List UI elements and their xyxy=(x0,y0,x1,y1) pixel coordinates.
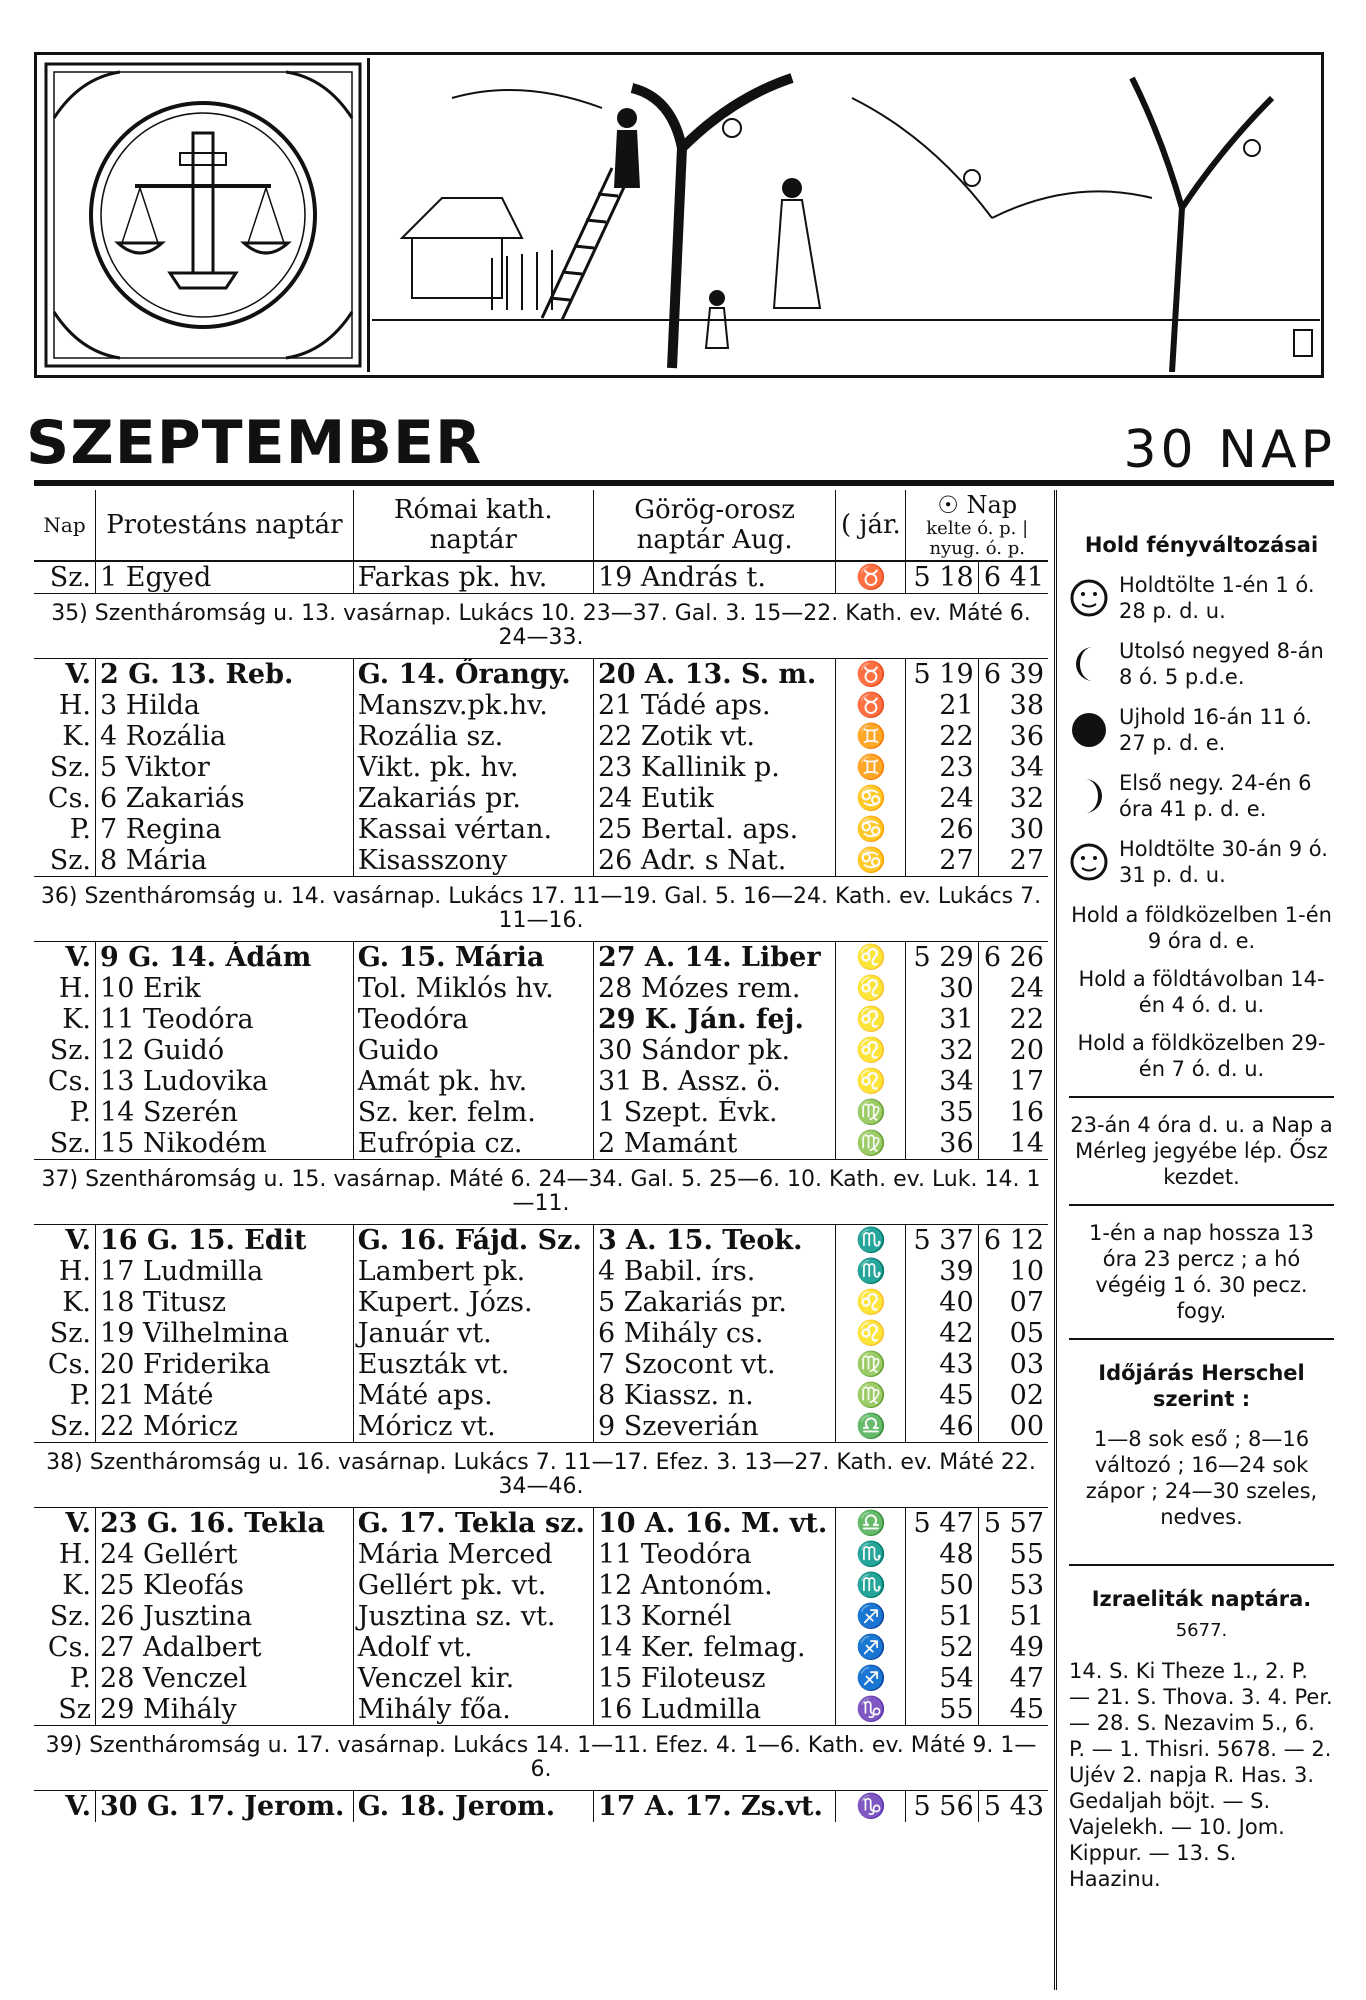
sunrise: 24 xyxy=(906,783,978,814)
weekday: P. xyxy=(69,1380,92,1411)
sunset: 6 41 xyxy=(978,561,1048,594)
sunset: 5 57 xyxy=(978,1508,1048,1540)
protestant-name: 20 Friderika xyxy=(96,1349,354,1380)
day-row xyxy=(34,721,1048,752)
catholic-name: Euszták vt. xyxy=(353,1349,593,1380)
month-title: SZEPTEMBER xyxy=(26,408,483,478)
day-row xyxy=(34,1570,1048,1601)
catholic-name: Sz. ker. felm. xyxy=(353,1097,593,1128)
protestant-name: 15 Nikodém xyxy=(96,1128,354,1160)
weekday: V. xyxy=(65,1791,92,1822)
sunrise: 5 37 xyxy=(906,1225,978,1257)
col-romai: Római kath. naptár xyxy=(353,490,593,561)
weekday: Cs. xyxy=(47,1349,92,1380)
day-row xyxy=(34,659,1048,691)
catholic-name: Január vt. xyxy=(353,1318,593,1349)
weekday: K. xyxy=(62,1287,92,1318)
catholic-name: Lambert pk. xyxy=(353,1256,593,1287)
catholic-name: G. 16. Fájd. Sz. xyxy=(353,1225,593,1257)
zodiac-sign: ♌ xyxy=(836,1318,906,1349)
sunrise: 22 xyxy=(906,721,978,752)
table-header xyxy=(34,490,1048,561)
zodiac-sign: ♉ xyxy=(836,659,906,691)
protestant-name: 22 Móricz xyxy=(96,1411,354,1443)
moon-phase-text: Első negy. 24-én 6 óra 41 p. d. e. xyxy=(1119,771,1312,821)
sunset: 32 xyxy=(978,783,1048,814)
protestant-name: 28 Venczel xyxy=(96,1663,354,1694)
weekday: P. xyxy=(69,1097,92,1128)
zodiac-sign: ♑ xyxy=(836,1694,906,1726)
sunset: 17 xyxy=(978,1066,1048,1097)
scripture-note xyxy=(34,1726,1048,1791)
day-row xyxy=(34,1791,1048,1823)
sunrise: 23 xyxy=(906,752,978,783)
zodiac-sign: ♉ xyxy=(836,561,906,594)
sunrise: 5 18 xyxy=(906,561,978,594)
catholic-name: Farkas pk. hv. xyxy=(353,561,593,594)
catholic-name: Eufrópia cz. xyxy=(353,1128,593,1160)
weekday: Cs. xyxy=(47,1632,92,1663)
protestant-name: 17 Ludmilla xyxy=(96,1256,354,1287)
zodiac-sign: ♉ xyxy=(836,690,906,721)
day-row xyxy=(34,1318,1048,1349)
sunrise: 5 19 xyxy=(906,659,978,691)
sunrise: 46 xyxy=(906,1411,978,1443)
col-nap-sun: ☉ Nap kelte ó. p. | nyug. ó. p. xyxy=(906,490,1048,561)
protestant-name: 13 Ludovika xyxy=(96,1066,354,1097)
sunset: 47 xyxy=(978,1663,1048,1694)
catholic-name: Mária Merced xyxy=(353,1539,593,1570)
weekday: Sz. xyxy=(49,845,92,876)
orthodox-name: 4 Babil. írs. xyxy=(593,1256,835,1287)
apogee: Hold a földtávolban 14-én 4 ó. d. u. xyxy=(1078,967,1325,1017)
day-row xyxy=(34,973,1048,1004)
orthodox-name: 10 A. 16. M. vt. xyxy=(593,1508,835,1540)
israelite-year: 5677. xyxy=(1175,1620,1228,1641)
protestant-name: 24 Gellért xyxy=(96,1539,354,1570)
col-kelte: kelte ó. p. xyxy=(926,518,1017,539)
day-row xyxy=(34,1349,1048,1380)
day-row xyxy=(34,690,1048,721)
scripture-note-text: 39) Szentháromság u. 17. vasárnap. Lukács 14. 1—11. Efez. 4. 1—6. Kath. ev. Máté 9. 1—6. xyxy=(34,1726,1048,1791)
catholic-name: Kupert. Józs. xyxy=(353,1287,593,1318)
sunrise: 45 xyxy=(906,1380,978,1411)
sunset: 6 26 xyxy=(978,942,1048,974)
orthodox-name: 31 B. Assz. ö. xyxy=(593,1066,835,1097)
protestant-name: 4 Rozália xyxy=(96,721,354,752)
full-moon-icon xyxy=(1069,578,1109,618)
sunrise: 5 29 xyxy=(906,942,978,974)
orthodox-name: 22 Zotik vt. xyxy=(593,721,835,752)
sunrise: 43 xyxy=(906,1349,978,1380)
weekday: Sz. xyxy=(49,1318,92,1349)
orthodox-name: 19 András t. xyxy=(593,561,835,594)
last-quarter-icon xyxy=(1069,644,1109,684)
protestant-name: 12 Guidó xyxy=(96,1035,354,1066)
weekday: V. xyxy=(65,659,92,690)
day-row xyxy=(34,1411,1048,1443)
catholic-name: Guido xyxy=(353,1035,593,1066)
day-row xyxy=(34,1663,1048,1694)
orthodox-name: 5 Zakariás pr. xyxy=(593,1287,835,1318)
protestant-name: 11 Teodóra xyxy=(96,1004,354,1035)
orthodox-name: 3 A. 15. Teok. xyxy=(593,1225,835,1257)
weekday: Sz. xyxy=(49,1035,92,1066)
catholic-name: Teodóra xyxy=(353,1004,593,1035)
day-row xyxy=(34,814,1048,845)
perigee-1: Hold a földközelben 1-én 9 óra d. e. xyxy=(1071,903,1332,953)
moon-phase-text: Ujhold 16-án 11 ó. 27 p. d. e. xyxy=(1119,705,1312,755)
orthodox-name: 30 Sándor pk. xyxy=(593,1035,835,1066)
sunset: 20 xyxy=(978,1035,1048,1066)
protestant-name: 29 Mihály xyxy=(96,1694,354,1726)
weekday: P. xyxy=(69,1663,92,1694)
divider xyxy=(1069,1338,1334,1340)
weekday: Sz. xyxy=(49,1601,92,1632)
protestant-name: 3 Hilda xyxy=(96,690,354,721)
sunrise: 35 xyxy=(906,1097,978,1128)
catholic-name: Kisasszony xyxy=(353,845,593,877)
israelite-calendar-title: Izraeliták naptára. xyxy=(1091,1587,1312,1611)
full-moon-icon xyxy=(1069,842,1109,882)
weekday: H. xyxy=(58,690,92,721)
day-row xyxy=(34,561,1048,594)
weekday: V. xyxy=(65,1508,92,1539)
catholic-name: Kassai vértan. xyxy=(353,814,593,845)
zodiac-sign: ♌ xyxy=(836,942,906,974)
moon-phase-text: Holdtölte 30-án 9 ó. 31 p. d. u. xyxy=(1119,837,1328,887)
day-row xyxy=(34,752,1048,783)
zodiac-sign: ♌ xyxy=(836,1004,906,1035)
weekday: K. xyxy=(62,1004,92,1035)
scripture-note-text: 35) Szentháromság u. 13. vasárnap. Lukács 10. 23—37. Gal. 3. 15—22. Kath. ev. Máté 6. 24—33. xyxy=(34,594,1048,659)
weekday: Sz. xyxy=(49,1411,92,1442)
orthodox-name: 25 Bertal. aps. xyxy=(593,814,835,845)
weekday: H. xyxy=(58,973,92,1004)
day-row xyxy=(34,1694,1048,1726)
sunrise: 48 xyxy=(906,1539,978,1570)
zodiac-sign: ♋ xyxy=(836,783,906,814)
catholic-name: Zakariás pr. xyxy=(353,783,593,814)
zodiac-sign: ♌ xyxy=(836,1035,906,1066)
orthodox-name: 20 A. 13. S. m. xyxy=(593,659,835,691)
day-row xyxy=(34,783,1048,814)
sunset: 14 xyxy=(978,1128,1048,1160)
orthodox-name: 12 Antonóm. xyxy=(593,1570,835,1601)
sunset: 03 xyxy=(978,1349,1048,1380)
zodiac-sign: ♏ xyxy=(836,1225,906,1257)
orthodox-name: 17 A. 17. Zs.vt. xyxy=(593,1791,835,1823)
protestant-name: 19 Vilhelmina xyxy=(96,1318,354,1349)
sunset: 5 43 xyxy=(978,1791,1048,1823)
zodiac-sign: ♍ xyxy=(836,1097,906,1128)
col-nap: Nap xyxy=(34,490,96,561)
sunset: 36 xyxy=(978,721,1048,752)
zodiac-sign: ♌ xyxy=(836,1066,906,1097)
weekday: Cs. xyxy=(47,1066,92,1097)
day-row xyxy=(34,942,1048,974)
sunset: 16 xyxy=(978,1097,1048,1128)
catholic-name: Manszv.pk.hv. xyxy=(353,690,593,721)
sunrise: 40 xyxy=(906,1287,978,1318)
weekday: H. xyxy=(58,1539,92,1570)
day-row xyxy=(34,1287,1048,1318)
sunrise: 36 xyxy=(906,1128,978,1160)
protestant-name: 27 Adalbert xyxy=(96,1632,354,1663)
sunset: 38 xyxy=(978,690,1048,721)
orthodox-name: 2 Mamánt xyxy=(593,1128,835,1160)
weekday: K. xyxy=(62,721,92,752)
orthodox-name: 26 Adr. s Nat. xyxy=(593,845,835,877)
weekday: Cs. xyxy=(47,783,92,814)
weekday: V. xyxy=(65,942,92,973)
orthodox-name: 23 Kallinik p. xyxy=(593,752,835,783)
zodiac-sign: ♐ xyxy=(836,1601,906,1632)
col-nyug: nyug. ó. p. xyxy=(929,538,1025,559)
moon-phase-item xyxy=(1069,836,1334,888)
sunset: 07 xyxy=(978,1287,1048,1318)
perigee-2: Hold a földközelben 29-én 7 ó. d. u. xyxy=(1077,1031,1326,1081)
weekday: P. xyxy=(69,814,92,845)
zodiac-sign: ♑ xyxy=(836,1791,906,1823)
day-row xyxy=(34,1601,1048,1632)
zodiac-sign: ♊ xyxy=(836,721,906,752)
sunset: 30 xyxy=(978,814,1048,845)
sunrise: 34 xyxy=(906,1066,978,1097)
orthodox-name: 7 Szocont vt. xyxy=(593,1349,835,1380)
zodiac-sign: ♋ xyxy=(836,814,906,845)
zodiac-sign: ♎ xyxy=(836,1411,906,1443)
sunset: 00 xyxy=(978,1411,1048,1443)
catholic-name: Vikt. pk. hv. xyxy=(353,752,593,783)
first-quarter-icon xyxy=(1069,776,1109,816)
harvest-scene-illustration xyxy=(372,58,1320,372)
catholic-name: Jusztina sz. vt. xyxy=(353,1601,593,1632)
title-rule xyxy=(34,480,1334,486)
sunset: 6 12 xyxy=(978,1225,1048,1257)
day-row xyxy=(34,845,1048,877)
zodiac-sign: ♏ xyxy=(836,1539,906,1570)
zodiac-sign: ♏ xyxy=(836,1570,906,1601)
day-row xyxy=(34,1539,1048,1570)
protestant-name: 16 G. 15. Edit xyxy=(96,1225,354,1257)
side-panel xyxy=(1054,490,1334,1990)
catholic-name: G. 17. Tekla sz. xyxy=(353,1508,593,1540)
protestant-name: 14 Szerén xyxy=(96,1097,354,1128)
sunrise: 39 xyxy=(906,1256,978,1287)
sunset: 10 xyxy=(978,1256,1048,1287)
scripture-note-text: 36) Szentháromság u. 14. vasárnap. Lukács 17. 11—19. Gal. 5. 16—24. Kath. ev. Lukács 7. 11—16. xyxy=(34,877,1048,942)
orthodox-name: 11 Teodóra xyxy=(593,1539,835,1570)
sunrise: 32 xyxy=(906,1035,978,1066)
protestant-name: 18 Titusz xyxy=(96,1287,354,1318)
catholic-name: Amát pk. hv. xyxy=(353,1066,593,1097)
day-length-note: 1-én a nap hossza 13 óra 23 percz ; a hó végéig 1 ó. 30 pecz. fogy. xyxy=(1089,1221,1314,1323)
sunset: 34 xyxy=(978,752,1048,783)
orthodox-name: 16 Ludmilla xyxy=(593,1694,835,1726)
moon-phase-item xyxy=(1069,704,1334,756)
zodiac-sign: ♍ xyxy=(836,1128,906,1160)
protestant-name: 2 G. 13. Reb. xyxy=(96,659,354,691)
sunset: 02 xyxy=(978,1380,1048,1411)
sunrise: 52 xyxy=(906,1632,978,1663)
scripture-note xyxy=(34,1443,1048,1508)
protestant-name: 8 Mária xyxy=(96,845,354,877)
sunrise: 55 xyxy=(906,1694,978,1726)
weekday: Sz. xyxy=(49,752,92,783)
weather-title: Időjárás Herschel szerint : xyxy=(1098,1361,1305,1411)
sunrise: 27 xyxy=(906,845,978,877)
protestant-name: 21 Máté xyxy=(96,1380,354,1411)
zodiac-sign: ♍ xyxy=(836,1380,906,1411)
moon-phases-title: Hold fényváltozásai xyxy=(1084,533,1319,557)
divider xyxy=(1069,1096,1334,1098)
zodiac-sign: ♐ xyxy=(836,1663,906,1694)
moon-phase-item xyxy=(1069,770,1334,822)
orthodox-name: 9 Szeverián xyxy=(593,1411,835,1443)
zodiac-sign: ♏ xyxy=(836,1256,906,1287)
equinox-note: 23-án 4 óra d. u. a Nap a Mérleg jegyébe lép. Ősz kezdet. xyxy=(1070,1113,1333,1189)
calendar-table xyxy=(34,490,1048,1822)
sunrise: 50 xyxy=(906,1570,978,1601)
orthodox-name: 15 Filoteusz xyxy=(593,1663,835,1694)
moon-phase-item xyxy=(1069,572,1334,624)
scripture-note-text: 38) Szentháromság u. 16. vasárnap. Lukács 7. 11—17. Efez. 3. 13—27. Kath. ev. Máté 22. 34—46. xyxy=(34,1443,1048,1508)
protestant-name: 23 G. 16. Tekla xyxy=(96,1508,354,1540)
moon-phase-text: Utolsó negyed 8-án 8 ó. 5 p.d.e. xyxy=(1119,639,1324,689)
catholic-name: Adolf vt. xyxy=(353,1632,593,1663)
weekday: Sz. xyxy=(49,562,92,593)
zodiac-sign: ♊ xyxy=(836,752,906,783)
divider xyxy=(1069,1564,1334,1566)
day-row xyxy=(34,1004,1048,1035)
scripture-note-text: 37) Szentháromság u. 15. vasárnap. Máté 6. 24—34. Gal. 5. 25—6. 10. Kath. ev. Luk. 14. 1—11. xyxy=(34,1160,1048,1225)
day-row xyxy=(34,1508,1048,1540)
sunrise: 26 xyxy=(906,814,978,845)
moon-phase-text: Holdtölte 1-én 1 ó. 28 p. d. u. xyxy=(1119,573,1315,623)
orthodox-name: 6 Mihály cs. xyxy=(593,1318,835,1349)
catholic-name: Mihály főa. xyxy=(353,1694,593,1726)
day-row xyxy=(34,1128,1048,1160)
catholic-name: G. 18. Jerom. xyxy=(353,1791,593,1823)
zodiac-sign: ♋ xyxy=(836,845,906,877)
orthodox-name: 21 Tádé aps. xyxy=(593,690,835,721)
protestant-name: 1 Egyed xyxy=(96,561,354,594)
sunset: 27 xyxy=(978,845,1048,877)
col-gorog: Görög-orosz naptár Aug. xyxy=(593,490,835,561)
sunset: 05 xyxy=(978,1318,1048,1349)
day-row xyxy=(34,1256,1048,1287)
weekday: K. xyxy=(62,1570,92,1601)
orthodox-name: 13 Kornél xyxy=(593,1601,835,1632)
catholic-name: Móricz vt. xyxy=(353,1411,593,1443)
zodiac-sign: ♎ xyxy=(836,1508,906,1540)
sunrise: 5 47 xyxy=(906,1508,978,1540)
day-row xyxy=(34,1035,1048,1066)
sunrise: 5 56 xyxy=(906,1791,978,1823)
scripture-note xyxy=(34,1160,1048,1225)
sunset: 55 xyxy=(978,1539,1048,1570)
protestant-name: 26 Jusztina xyxy=(96,1601,354,1632)
catholic-name: Gellért pk. vt. xyxy=(353,1570,593,1601)
orthodox-name: 29 K. Ján. fej. xyxy=(593,1004,835,1035)
orthodox-name: 27 A. 14. Liber xyxy=(593,942,835,974)
divider xyxy=(1069,1204,1334,1206)
day-row xyxy=(34,1225,1048,1257)
orthodox-name: 24 Eutik xyxy=(593,783,835,814)
orthodox-name: 28 Mózes rem. xyxy=(593,973,835,1004)
zodiac-sign: ♍ xyxy=(836,1349,906,1380)
scripture-note xyxy=(34,877,1048,942)
protestant-name: 7 Regina xyxy=(96,814,354,845)
day-row xyxy=(34,1066,1048,1097)
day-row xyxy=(34,1097,1048,1128)
new-moon-icon xyxy=(1069,710,1109,750)
zodiac-sign: ♌ xyxy=(836,973,906,1004)
protestant-name: 9 G. 14. Ádám xyxy=(96,942,354,974)
catholic-name: Venczel kir. xyxy=(353,1663,593,1694)
day-row xyxy=(34,1380,1048,1411)
sunset: 24 xyxy=(978,973,1048,1004)
sunset: 22 xyxy=(978,1004,1048,1035)
day-count: 30 NAP xyxy=(1123,420,1336,480)
catholic-name: G. 15. Mária xyxy=(353,942,593,974)
col-protestans: Protestáns naptár xyxy=(96,490,354,561)
sunrise: 21 xyxy=(906,690,978,721)
catholic-name: Máté aps. xyxy=(353,1380,593,1411)
sunrise: 30 xyxy=(906,973,978,1004)
scripture-note xyxy=(34,594,1048,659)
zodiac-sign: ♐ xyxy=(836,1632,906,1663)
libra-emblem xyxy=(40,58,370,372)
moon-phase-item xyxy=(1069,638,1334,690)
sun-label: ☉ Nap xyxy=(937,491,1018,519)
catholic-name: Rozália sz. xyxy=(353,721,593,752)
orthodox-name: 14 Ker. felmag. xyxy=(593,1632,835,1663)
weather-text: 1—8 sok eső ; 8—16 változó ; 16—24 sok zápor ; 24—30 szeles, nedves. xyxy=(1085,1427,1318,1529)
protestant-name: 6 Zakariás xyxy=(96,783,354,814)
sunset: 45 xyxy=(978,1694,1048,1726)
orthodox-name: 1 Szept. Évk. xyxy=(593,1097,835,1128)
israelite-calendar-text: 14. S. Ki Theze 1., 2. P. — 21. S. Thova. 3. 4. Per. — 28. S. Nezavim 5., 6. P. — 1. Thisri. 5678. — 2. Ujév 2. napja R. Has. 3. Gedaljah böjt. — S. Vajelekh. — 10. Jom. Kippur. — 13. S. Haazinu. xyxy=(1069,1659,1333,1891)
orthodox-name: 8 Kiassz. n. xyxy=(593,1380,835,1411)
protestant-name: 25 Kleofás xyxy=(96,1570,354,1601)
protestant-name: 10 Erik xyxy=(96,973,354,1004)
sunset: 53 xyxy=(978,1570,1048,1601)
weekday: Sz xyxy=(58,1694,92,1725)
catholic-name: G. 14. Őrangy. xyxy=(353,659,593,691)
weekday: H. xyxy=(58,1256,92,1287)
weekday: V. xyxy=(65,1225,92,1256)
col-jar: ( jár. xyxy=(836,490,906,561)
sunrise: 42 xyxy=(906,1318,978,1349)
sunset: 49 xyxy=(978,1632,1048,1663)
sunrise: 51 xyxy=(906,1601,978,1632)
sunrise: 54 xyxy=(906,1663,978,1694)
zodiac-sign: ♌ xyxy=(836,1287,906,1318)
day-row xyxy=(34,1632,1048,1663)
protestant-name: 5 Viktor xyxy=(96,752,354,783)
catholic-name: Tol. Miklós hv. xyxy=(353,973,593,1004)
weekday: Sz. xyxy=(49,1128,92,1159)
sunrise: 31 xyxy=(906,1004,978,1035)
protestant-name: 30 G. 17. Jerom. xyxy=(96,1791,354,1823)
sunset: 51 xyxy=(978,1601,1048,1632)
sunset: 6 39 xyxy=(978,659,1048,691)
